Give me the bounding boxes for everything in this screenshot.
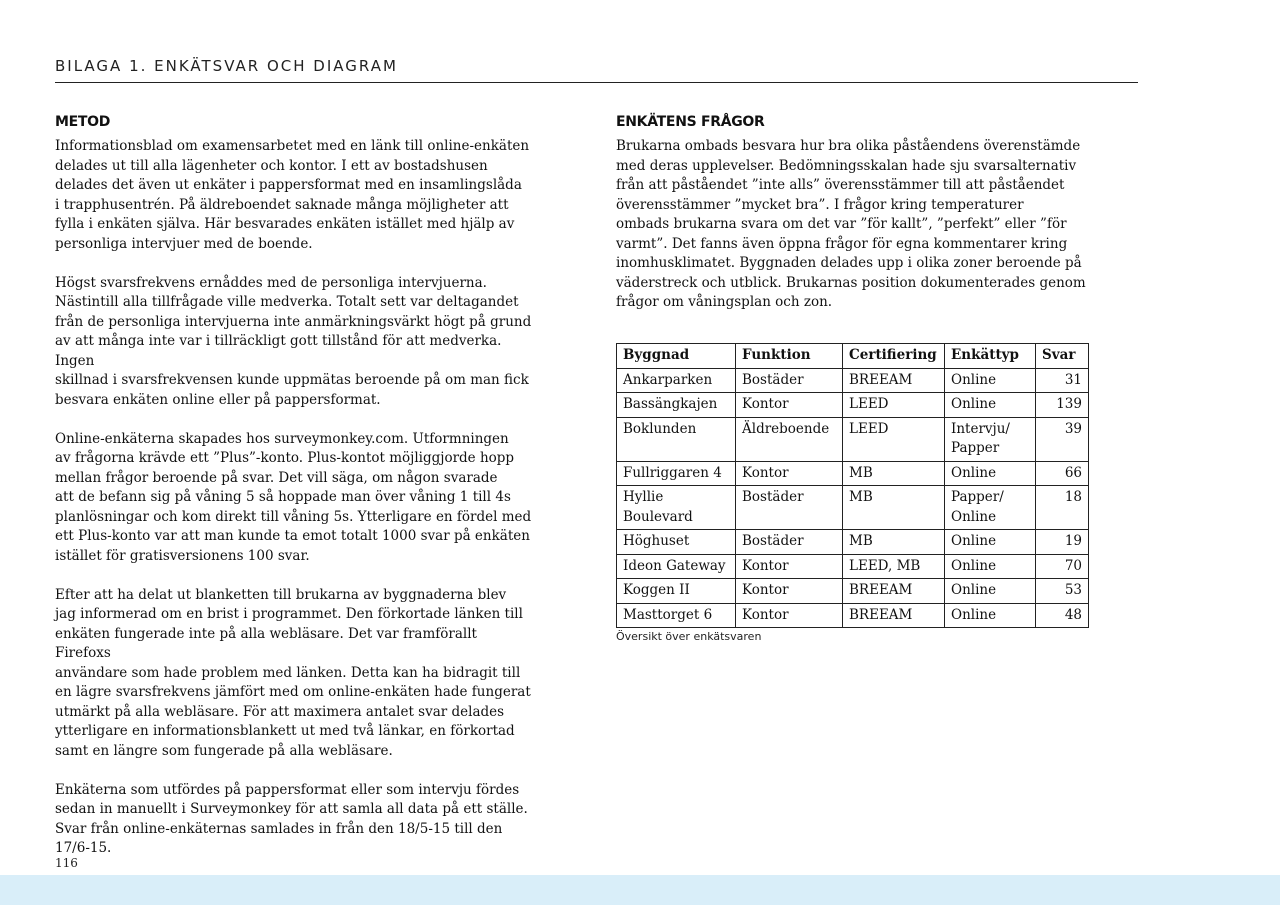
metod-paragraph-3: Online-enkäterna skapades hos surveymonkey.com. Utformningen av frågorna krävde ett ”Plus”-konto. Plus-kontot möjliggjorde hopp mellan frågor beroende på svar. Det vill säga, om någon svarade att de befann sig på våning 5 så hoppade man över våning 1 till 4s planlösningar och kom direkt till våning 5s. Ytterligare en fördel med ett Plus-konto var att man kunde ta emot totalt 1000 svar på enkäten istället för gratisversionens 100 svar. [55,430,532,564]
table-cell-certifiering: MB [843,486,945,530]
table-cell-certifiering: LEED [843,393,945,418]
table-row [617,603,1089,628]
table-cell-funktion: Kontor [736,603,843,628]
table-cell-enkattyp: Online [945,554,1036,579]
table-cell-byggnad: Hyllie Boulevard [617,486,736,530]
metod-paragraph-1: Informationsblad om examensarbetet med en länk till online-enkäten delades ut till alla lägenheter och kontor. I ett av bostadshusen delades det även ut enkäter i pappersformat med en insamlingslåda i trapphusentrén. På äldreboendet saknade många möjligheter att fylla i enkäten själva. Här besvarades enkäten istället med hjälp av personliga intervjuer med de boende. [55,138,530,252]
table-row [617,554,1089,579]
table-cell-svar: 53 [1036,579,1089,604]
metod-heading: METOD [55,114,111,130]
table-header-row [617,344,1089,369]
table-row [617,417,1089,461]
table-cell-svar: 31 [1036,368,1089,393]
table-cell-funktion: Bostäder [736,530,843,555]
metod-paragraph-2: Högst svarsfrekvens ernåddes med de personliga intervjuerna. Nästintill alla tillfrågade ville medverka. Totalt sett var deltagandet från de personliga intervjuerna inte anmärkningsvärkt högt på grund av att många inte var i tillräckligt gott tillstånd för att medverka. Ingen skillnad i svarsfrekvensen kunde uppmätas beroende på om man fick besvara enkäten online eller på pappersformat. [55,274,532,408]
table-cell-enkattyp: Online [945,368,1036,393]
table-row [617,579,1089,604]
column-header-enkattyp: Enkättyp [945,344,1036,369]
table-cell-byggnad: Höghuset [617,530,736,555]
metod-section [55,137,535,878]
fragor-paragraph: Brukarna ombads besvara hur bra olika påståendens överenstämde med deras upplevelser. Bedömningsskalan hade sju svarsalternativ från att påståendet ”inte alls” överensstämmer till att påståendet överensstämmer ”mycket bra”. I frågor kring temperaturer ombads brukarna svara om det var ”för kallt”, ”perfekt” eller ”för varmt”. Det fanns även öppna frågor för egna kommentarer kring inomhusklimatet. Byggnaden delades upp i olika zoner beroende på väderstreck och utblick. Brukarnas position dokumenterades genom frågor om våningsplan och zon. [616,138,1086,310]
header-divider [55,82,1138,83]
table-cell-funktion: Bostäder [736,368,843,393]
table-cell-svar: 66 [1036,461,1089,486]
table-row [617,461,1089,486]
table-caption: Översikt över enkätsvaren [616,630,762,643]
table-cell-funktion: Kontor [736,554,843,579]
table-cell-certifiering: BREEAM [843,579,945,604]
page-number: 116 [55,856,78,870]
table-cell-svar: 139 [1036,393,1089,418]
table-cell-byggnad: Bassängkajen [617,393,736,418]
table-cell-certifiering: BREEAM [843,603,945,628]
footer-band [0,875,1280,905]
table-row [617,393,1089,418]
table-cell-certifiering: MB [843,461,945,486]
table-cell-byggnad: Koggen II [617,579,736,604]
table-cell-byggnad: Ideon Gateway [617,554,736,579]
column-header-byggnad: Byggnad [617,344,736,369]
table-cell-enkattyp: Intervju/ Papper [945,417,1036,461]
table-cell-svar: 48 [1036,603,1089,628]
table-cell-enkattyp: Online [945,530,1036,555]
table-cell-certifiering: LEED, MB [843,554,945,579]
table-row [617,368,1089,393]
table-cell-certifiering: BREEAM [843,368,945,393]
survey-overview-table [616,343,1089,628]
table-cell-svar: 18 [1036,486,1089,530]
column-header-certifiering: Certifiering [843,344,945,369]
table-cell-enkattyp: Online [945,603,1036,628]
table-cell-byggnad: Ankarparken [617,368,736,393]
table-cell-funktion: Kontor [736,393,843,418]
table-cell-svar: 39 [1036,417,1089,461]
table-cell-svar: 70 [1036,554,1089,579]
table-cell-funktion: Äldreboende [736,417,843,461]
table-cell-enkattyp: Online [945,393,1036,418]
table-cell-certifiering: MB [843,530,945,555]
table-row [617,530,1089,555]
page-header-title: BILAGA 1. ENKÄTSVAR OCH DIAGRAM [55,57,398,75]
table-cell-enkattyp: Papper/ Online [945,486,1036,530]
column-header-funktion: Funktion [736,344,843,369]
table-cell-enkattyp: Online [945,461,1036,486]
table-row [617,486,1089,530]
table-cell-byggnad: Fullriggaren 4 [617,461,736,486]
table-cell-funktion: Kontor [736,461,843,486]
fragor-section [616,137,1096,332]
table-cell-svar: 19 [1036,530,1089,555]
table-cell-byggnad: Masttorget 6 [617,603,736,628]
table-cell-funktion: Bostäder [736,486,843,530]
table-cell-funktion: Kontor [736,579,843,604]
table-cell-byggnad: Boklunden [617,417,736,461]
table-cell-certifiering: LEED [843,417,945,461]
fragor-heading: ENKÄTENS FRÅGOR [616,114,765,130]
table-cell-enkattyp: Online [945,579,1036,604]
metod-paragraph-4: Efter att ha delat ut blanketten till brukarna av byggnaderna blev jag informerad om en brist i programmet. Den förkortade länken till enkäten fungerade inte på alla webläsare. Det var framförallt Firefoxs användare som hade problem med länken. Detta kan ha bidragit till en lägre svarsfrekvens jämfört med om online-enkäten hade fungerat utmärkt på alla webläsare. För att maximera antalet svar delades ytterligare en informationsblankett ut med två länkar, en förkortad samt en längre som fungerade på alla webläsare. [55,586,531,759]
metod-paragraph-5: Enkäterna som utfördes på pappersformat eller som intervju fördes sedan in manuellt i Surveymonkey för att samla all data på ett ställe. Svar från online-enkäternas samlades in från den 18/5-15 till den 17/6-15. [55,781,528,856]
column-header-svar: Svar [1036,344,1089,369]
